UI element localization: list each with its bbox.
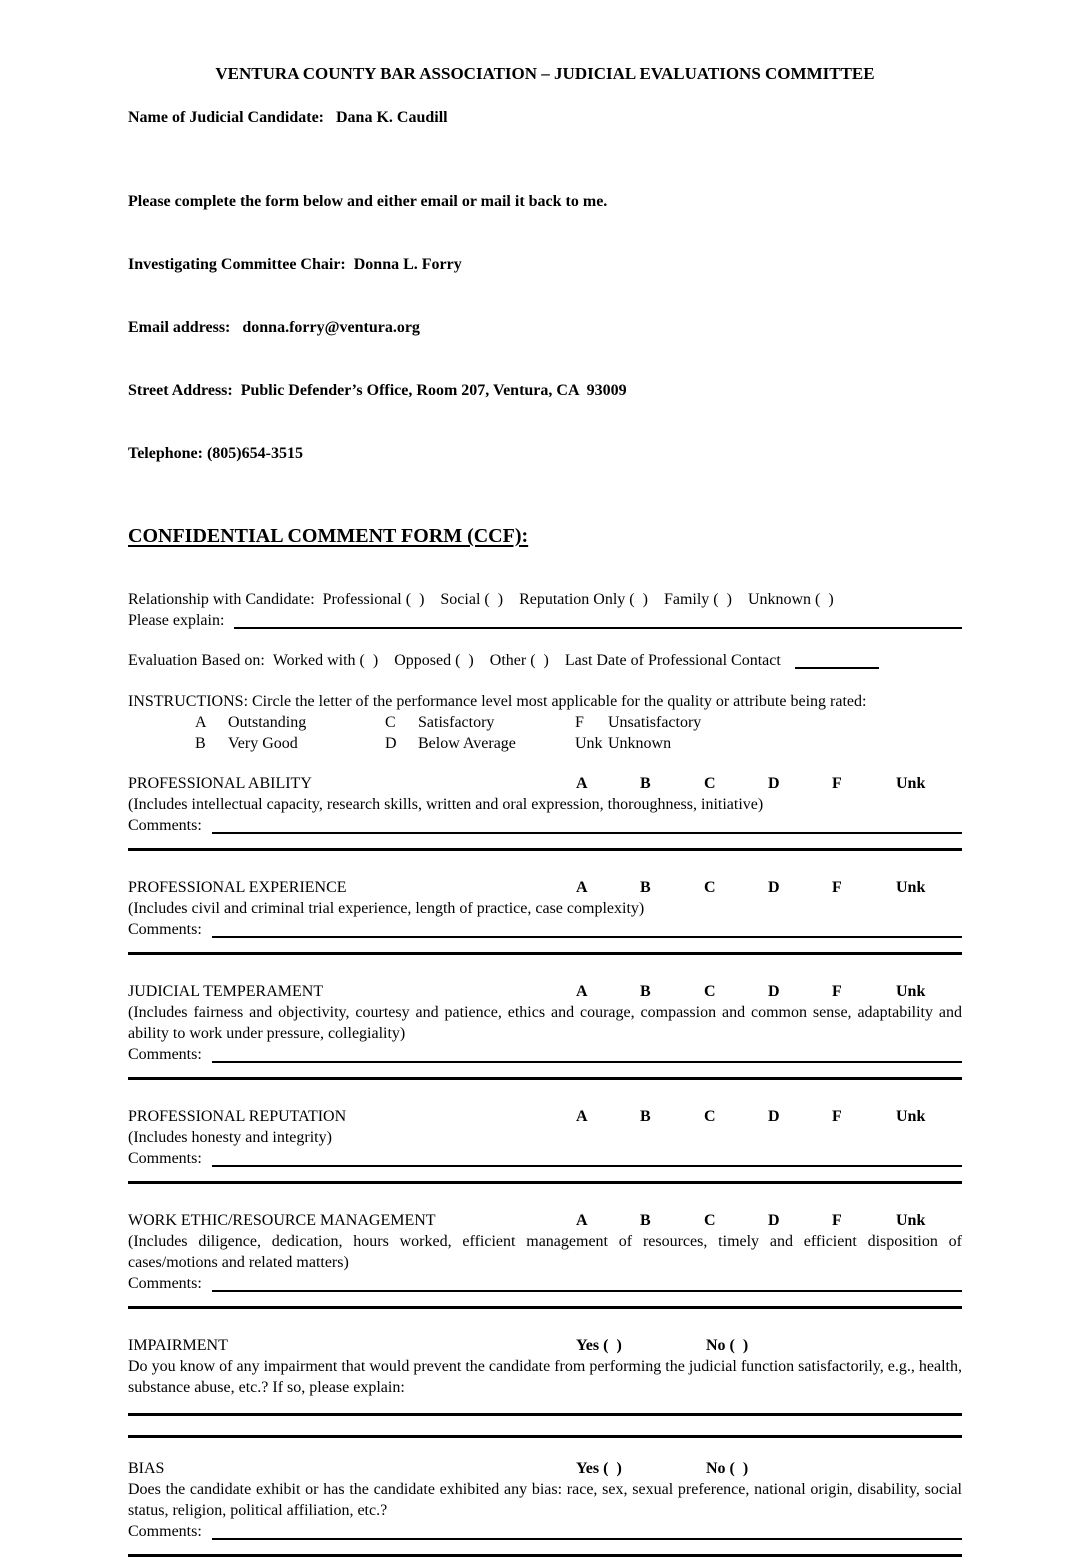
rating-scale xyxy=(576,877,960,898)
rating-a[interactable]: A xyxy=(576,879,588,896)
rating-c[interactable]: C xyxy=(704,1212,716,1229)
section-desc: Does the candidate exhibit or has the candidate exhibited any bias: race, sex, sexual preference, national origin, disability, social status, religion, political affiliation, etc.? xyxy=(128,1481,962,1519)
rating-scale xyxy=(576,773,960,794)
rating-f[interactable]: F xyxy=(832,983,842,1000)
legend-key-b: B xyxy=(195,735,206,752)
rating-f[interactable]: F xyxy=(832,879,842,896)
relationship-option-professional[interactable]: Professional ( ) xyxy=(322,591,425,608)
rating-scale xyxy=(576,1210,960,1231)
comments-label: Comments: xyxy=(128,1275,202,1292)
comments-row xyxy=(128,1044,962,1065)
legend-label-outstanding: Outstanding xyxy=(228,714,307,731)
legend-label-unsatisfactory: Unsatisfactory xyxy=(608,714,702,731)
legend-key-a: A xyxy=(195,714,207,731)
contact-chair: Investigating Committee Chair: Donna L. Forry xyxy=(128,256,462,273)
comments-label: Comments: xyxy=(128,921,202,938)
section-desc: (Includes intellectual capacity, research skills, written and oral expression, thoroughness, initiative) xyxy=(128,796,764,813)
rating-d[interactable]: D xyxy=(768,983,780,1000)
section-professional-reputation xyxy=(128,1106,962,1184)
section-judicial-temperament xyxy=(128,981,962,1080)
section-impairment xyxy=(128,1335,962,1438)
comments-row xyxy=(128,919,962,940)
rating-scale xyxy=(576,981,960,1002)
rating-scale xyxy=(576,1106,960,1127)
section-title: IMPAIRMENT xyxy=(128,1337,228,1354)
rating-b[interactable]: B xyxy=(640,1212,651,1229)
evaluation-label: Evaluation Based on: xyxy=(128,652,265,669)
comments-line-2[interactable] xyxy=(128,1077,962,1080)
section-professional-experience xyxy=(128,877,962,955)
section-head xyxy=(128,1210,962,1231)
evaluation-option-worked-with[interactable]: Worked with ( ) xyxy=(272,652,379,669)
comments-label: Comments: xyxy=(128,817,202,834)
explain-line-2[interactable] xyxy=(128,1435,962,1438)
section-head xyxy=(128,1335,962,1356)
legend-row-2 xyxy=(195,733,962,754)
rating-b[interactable]: B xyxy=(640,879,651,896)
legend-label-very-good: Very Good xyxy=(228,735,298,752)
rating-b[interactable]: B xyxy=(640,1108,651,1125)
section-head xyxy=(128,1106,962,1127)
section-desc: (Includes diligence, dedication, hours worked, efficient management of resources, timely and efficient disposition of cases/motions and related matters) xyxy=(128,1233,962,1271)
rating-unk[interactable]: Unk xyxy=(896,879,926,896)
comments-row xyxy=(128,815,962,836)
section-title: PROFESSIONAL REPUTATION xyxy=(128,1108,347,1125)
legend-key-unk: Unk xyxy=(575,735,603,752)
no-option[interactable]: No ( ) xyxy=(706,1460,749,1477)
comments-line[interactable] xyxy=(212,1148,962,1167)
contact-street: Street Address: Public Defender’s Office, Room 207, Ventura, CA 93009 xyxy=(128,382,627,399)
instructions-text: INSTRUCTIONS: Circle the letter of the performance level most applicable for the quality or attribute being rated: xyxy=(128,693,867,710)
section-desc: Do you know of any impairment that would prevent the candidate from performing the judicial function satisfactorily, e.g., health, substance abuse, etc.? If so, please explain: xyxy=(128,1358,962,1396)
legend-label-satisfactory: Satisfactory xyxy=(418,714,495,731)
candidate-row xyxy=(128,107,962,128)
section-desc: (Includes civil and criminal trial experience, length of practice, case complexity) xyxy=(128,900,645,917)
comments-label: Comments: xyxy=(128,1046,202,1063)
evaluation-row xyxy=(128,650,962,671)
yes-option[interactable]: Yes ( ) xyxy=(576,1337,622,1354)
rating-f[interactable]: F xyxy=(832,1212,842,1229)
legend-unknown xyxy=(575,733,671,754)
rating-a[interactable]: A xyxy=(576,983,588,1000)
legend-below-average xyxy=(385,733,575,754)
rating-unk[interactable]: Unk xyxy=(896,1108,926,1125)
comments-label: Comments: xyxy=(128,1150,202,1167)
relationship-option-reputation-only[interactable]: Reputation Only ( ) xyxy=(519,591,648,608)
rating-a[interactable]: A xyxy=(576,1108,588,1125)
section-bias xyxy=(128,1458,962,1557)
rating-d[interactable]: D xyxy=(768,879,780,896)
rating-c[interactable]: C xyxy=(704,983,716,1000)
section-title: JUDICIAL TEMPERAMENT xyxy=(128,983,324,1000)
evaluation-option-opposed[interactable]: Opposed ( ) xyxy=(394,652,474,669)
please-explain-row xyxy=(128,610,962,631)
comments-label: Comments: xyxy=(128,1523,202,1540)
form-heading: CONFIDENTIAL COMMENT FORM (CCF): xyxy=(128,525,529,547)
comments-line[interactable] xyxy=(212,919,962,938)
last-date-label: Last Date of Professional Contact xyxy=(564,652,781,669)
page-content xyxy=(128,0,962,1557)
contact-email: Email address: donna.forry@ventura.org xyxy=(128,319,420,336)
section-title: WORK ETHIC/RESOURCE MANAGEMENT xyxy=(128,1212,436,1229)
candidate-label: Name of Judicial Candidate: xyxy=(128,109,324,126)
contact-phone: Telephone: (805)654-3515 xyxy=(128,445,303,462)
rating-f[interactable]: F xyxy=(832,775,842,792)
section-title: PROFESSIONAL ABILITY xyxy=(128,775,312,792)
rating-a[interactable]: A xyxy=(576,775,588,792)
section-desc: (Includes honesty and integrity) xyxy=(128,1129,332,1146)
last-date-line[interactable] xyxy=(795,650,879,669)
section-desc: (Includes fairness and objectivity, courtesy and patience, ethics and courage, compassion and common sense, adaptability and ability to work under pressure, collegiality) xyxy=(128,1004,962,1042)
legend-unsatisfactory xyxy=(575,712,701,733)
legend-label-unknown: Unknown xyxy=(608,735,672,752)
legend-outstanding xyxy=(195,712,385,733)
comments-line-2[interactable] xyxy=(128,952,962,955)
evaluation-option-other[interactable]: Other ( ) xyxy=(489,652,549,669)
rating-c[interactable]: C xyxy=(704,879,716,896)
comments-row xyxy=(128,1521,962,1542)
rating-unk[interactable]: Unk xyxy=(896,775,926,792)
yes-no-options xyxy=(576,1335,748,1356)
contact-block xyxy=(128,149,962,506)
rating-d[interactable]: D xyxy=(768,1108,780,1125)
section-title: PROFESSIONAL EXPERIENCE xyxy=(128,879,347,896)
rating-f[interactable]: F xyxy=(832,1108,842,1125)
comments-line[interactable] xyxy=(212,1273,962,1292)
legend-key-f: F xyxy=(575,714,584,731)
legend-label-below-average: Below Average xyxy=(418,735,516,752)
relationship-option-unknown[interactable]: Unknown ( ) xyxy=(747,591,834,608)
contact-intro: Please complete the form below and either email or mail it back to me. xyxy=(128,193,608,210)
please-explain-label: Please explain: xyxy=(128,612,225,629)
legend-key-c: C xyxy=(385,714,396,731)
legend-row-1 xyxy=(195,712,962,733)
yes-no-options xyxy=(576,1458,748,1479)
no-option[interactable]: No ( ) xyxy=(706,1337,749,1354)
comments-line[interactable] xyxy=(212,815,962,834)
rating-b[interactable]: B xyxy=(640,775,651,792)
comments-line[interactable] xyxy=(212,1044,962,1063)
relationship-row xyxy=(128,589,962,610)
relationship-option-social[interactable]: Social ( ) xyxy=(440,591,504,608)
candidate-name: Dana K. Caudill xyxy=(336,109,448,126)
comments-line-2[interactable] xyxy=(128,1181,962,1184)
section-head xyxy=(128,1458,962,1479)
section-head xyxy=(128,773,962,794)
yes-option[interactable]: Yes ( ) xyxy=(576,1460,622,1477)
comments-line-2[interactable] xyxy=(128,848,962,851)
rating-d[interactable]: D xyxy=(768,775,780,792)
rating-a[interactable]: A xyxy=(576,1212,588,1229)
relationship-label: Relationship with Candidate: xyxy=(128,591,315,608)
rating-c[interactable]: C xyxy=(704,1108,716,1125)
section-work-ethic xyxy=(128,1210,962,1309)
legend-satisfactory xyxy=(385,712,575,733)
section-head xyxy=(128,877,962,898)
section-professional-ability xyxy=(128,773,962,851)
section-head xyxy=(128,981,962,1002)
document-title: VENTURA COUNTY BAR ASSOCIATION – JUDICIAL EVALUATIONS COMMITTEE xyxy=(215,64,875,83)
comments-row xyxy=(128,1148,962,1169)
rating-d[interactable]: D xyxy=(768,1212,780,1229)
comments-line-2[interactable] xyxy=(128,1306,962,1309)
comments-row xyxy=(128,1273,962,1294)
legend-key-d: D xyxy=(385,735,397,752)
relationship-option-family[interactable]: Family ( ) xyxy=(663,591,732,608)
please-explain-line[interactable] xyxy=(234,610,962,629)
section-title: BIAS xyxy=(128,1460,165,1477)
rating-unk[interactable]: Unk xyxy=(896,1212,926,1229)
rating-b[interactable]: B xyxy=(640,983,651,1000)
rating-c[interactable]: C xyxy=(704,775,716,792)
rating-unk[interactable]: Unk xyxy=(896,983,926,1000)
explain-line-1[interactable] xyxy=(128,1413,962,1416)
legend-very-good xyxy=(195,733,385,754)
comments-line[interactable] xyxy=(212,1521,962,1540)
